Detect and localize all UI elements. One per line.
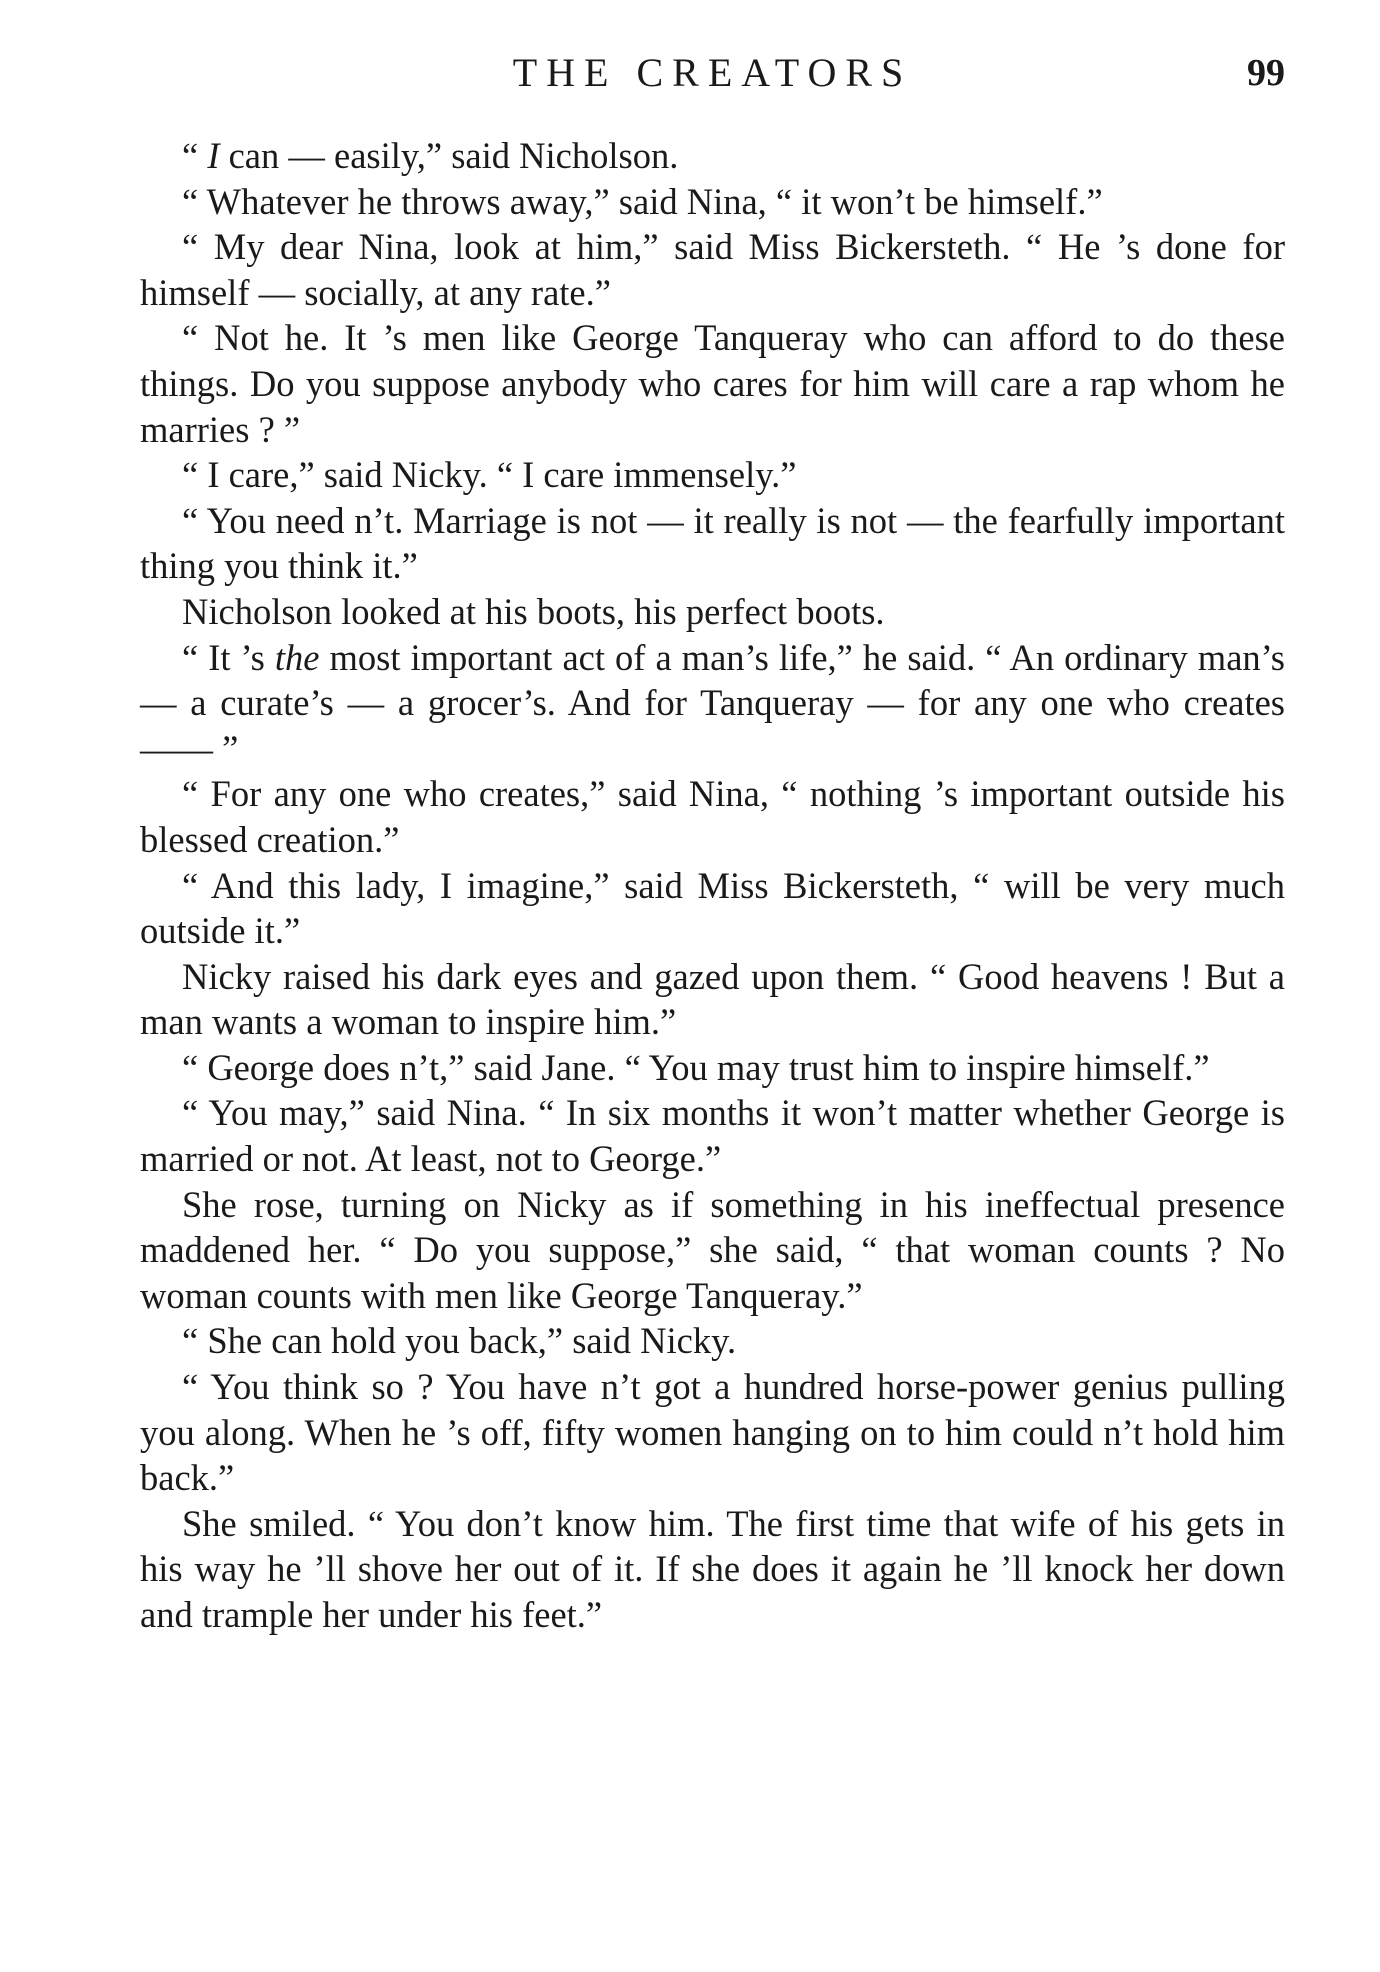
paragraph-2-text: “ Whatever he throws away,” said Nina, “ it won’t be himself.” (182, 180, 1103, 222)
paragraph-10 (140, 863, 1285, 954)
paragraph-13-text: “ You may,” said Nina. “ In six months it won’t matter whether George is married or not. At least, not to George.” (140, 1092, 1285, 1180)
paragraph-11-text: Nicky raised his dark eyes and gazed upon them. “ Good heavens ! But a man wants a woman to inspire him.” (140, 955, 1285, 1043)
paragraph-4-text: “ Not he. It ’s men like George Tanqueray who can afford to do these things. Do you suppose anybody who cares for him will care a rap whom he marries ? ” (140, 317, 1285, 450)
paragraph-7-text: Nicholson looked at his boots, his perfect boots. (182, 590, 885, 632)
paragraph-5 (140, 452, 1285, 498)
running-head (140, 48, 1285, 98)
paragraph-17-text: She smiled. “ You don’t know him. The first time that wife of his gets in his way he ’ll shove her out of it. If she does it again he ’ll knock her down and trample her under his feet.” (140, 1502, 1285, 1635)
paragraph-6 (140, 498, 1285, 589)
paragraph-13 (140, 1090, 1285, 1181)
page-number: 99 (1247, 52, 1285, 94)
paragraph-10-text: “ And this lady, I imagine,” said Miss Bickersteth, “ will be very much outside it.” (140, 864, 1285, 952)
paragraph-11 (140, 954, 1285, 1045)
paragraph-12 (140, 1045, 1285, 1091)
paragraph-7 (140, 589, 1285, 635)
paragraph-9-text: “ For any one who creates,” said Nina, “ nothing ’s important outside his blessed creation.” (140, 773, 1285, 860)
paragraph-16 (140, 1364, 1285, 1501)
paragraph-8-text: “ It ’s the most important act of a man’s life,” he said. “ An ordinary man’s — a curate’s — a grocer’s. And for Tanqueray — for any one who creates —— ” (140, 636, 1285, 769)
paragraph-17 (140, 1501, 1285, 1638)
body-text (140, 133, 1285, 1638)
running-title: THE CREATORS (512, 50, 913, 95)
paragraph-3-text: “ My dear Nina, look at him,” said Miss Bickersteth. “ He ’s done for himself — socially, at any rate.” (140, 226, 1285, 313)
paragraph-15-text: “ She can hold you back,” said Nicky. (182, 1320, 737, 1362)
paragraph-8 (140, 635, 1285, 772)
paragraph-9 (140, 771, 1285, 862)
paragraph-14-text: She rose, turning on Nicky as if something in his ineffectual presence maddened her. “ Do you suppose,” she said, “ that woman counts ? No woman counts with men like George Tanqueray.” (140, 1183, 1285, 1316)
paragraph-3 (140, 224, 1285, 315)
paragraph-4 (140, 315, 1285, 452)
paragraph-1 (140, 133, 1285, 179)
paragraph-6-text: “ You need n’t. Marriage is not — it really is not — the fearfully important thing you think it.” (140, 499, 1285, 587)
paragraph-5-text: “ I care,” said Nicky. “ I care immensely.” (182, 454, 797, 496)
paragraph-12-text: “ George does n’t,” said Jane. “ You may trust him to inspire himself.” (182, 1046, 1210, 1088)
paragraph-15 (140, 1318, 1285, 1364)
paragraph-16-text: “ You think so ? You have n’t got a hundred horse-power genius pulling you along. When he ’s off, fifty women hanging on to him could n’t hold him back.” (140, 1366, 1285, 1499)
paragraph-2 (140, 179, 1285, 225)
paragraph-14 (140, 1182, 1285, 1319)
paragraph-1-text: “ I can — easily,” said Nicholson. (182, 135, 679, 176)
